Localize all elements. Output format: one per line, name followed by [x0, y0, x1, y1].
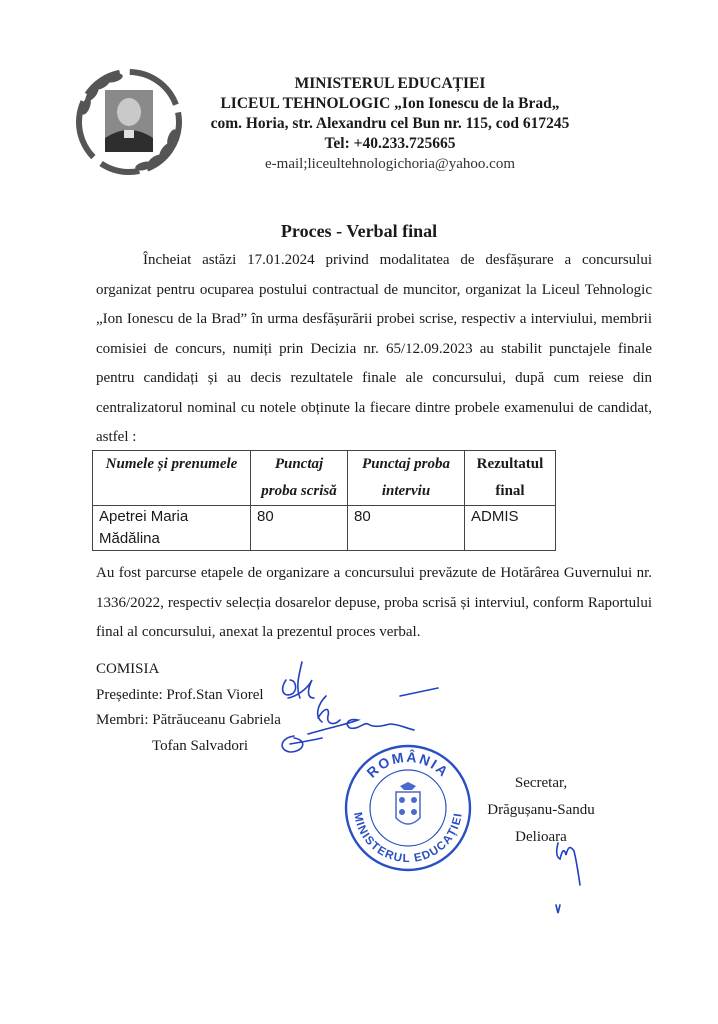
column-header-final-result: Rezultatul final [465, 451, 556, 506]
secretary-name-2: Delioara [515, 829, 567, 845]
commission-president: Președinte: Prof.Stan Viorel [96, 686, 264, 703]
school-email: e-mail;liceultehnologichoria@yahoo.com [265, 156, 515, 172]
closing-paragraph: Au fost parcurse etapele de organizare a concursului prevăzute de Hotărârea Guvernului nr. 1336/2022, respectiv selecția dosarelor depuse, proba scrisă și interviul, conform Raportului final al concursului, anexat la prezentul proces verbal. [96, 565, 652, 640]
ministry-name: MINISTERUL EDUCAȚIEI [294, 75, 486, 92]
official-stamp [342, 742, 474, 874]
svg-text:MINISTERUL EDUCAȚIEI: MINISTERUL EDUCAȚIEI [351, 811, 465, 866]
written-score: 80 [251, 506, 348, 551]
secretary-label: Secretar, [514, 775, 568, 791]
commission-member-1: Membri: Pătrăuceanu Gabriela [96, 712, 281, 728]
secretary-name-1: Drăgușanu-Sandu [487, 802, 595, 818]
column-header-name: Numele și prenumele [93, 451, 251, 506]
school-address: com. Horia, str. Alexandru cel Bun nr. 115, cod 617245 [210, 115, 570, 132]
coat-of-arms-icon [396, 782, 420, 824]
final-result: ADMIS [465, 506, 556, 551]
school-phone: Tel: +40.233.725665 [324, 135, 456, 152]
results-table [92, 450, 556, 551]
table-header-row [93, 451, 556, 506]
column-header-written-score: Punctaj proba scrisă [251, 451, 348, 506]
svg-text:ROMÂNIA: ROMÂNIA [363, 748, 453, 781]
document-title: Proces - Verbal final [280, 221, 438, 241]
column-header-interview-score: Punctaj proba interviu [348, 451, 465, 506]
school-name: LICEUL TEHNOLOGIC „Ion Ionescu de la Brad„ [220, 95, 560, 112]
commission-block [96, 657, 281, 759]
intro-paragraph: Încheiat astăzi 17.01.2024 privind modalitatea de desfășurare a concursului organizat pentru ocuparea postului contractual de muncitor, organizat la Liceul Tehnologic „Ion Ionescu de la Brad” în urma desfășurării probei scrise, respectiv a interviului, membrii comisiei de concurs, numiți prin Decizia nr. 65/12.09.2023 au stabilit punctajele finale pentru candidați și au decis rezultatele finale ale concursului, după cum reiese din centralizatorul nominal cu notele obținute la fiecare dintre probele examenului de candidat, astfel : [96, 252, 652, 445]
commission-heading: COMISIA [96, 661, 160, 677]
candidate-name: Apetrei Maria Mădălina [93, 506, 251, 551]
secretary-signature [552, 835, 592, 915]
interview-score: 80 [348, 506, 465, 551]
table-row [93, 506, 556, 551]
commission-member-2: Tofan Salvadori [152, 737, 249, 754]
school-emblem-icon [72, 66, 186, 178]
letterhead [180, 74, 600, 174]
school-logo [72, 66, 186, 178]
